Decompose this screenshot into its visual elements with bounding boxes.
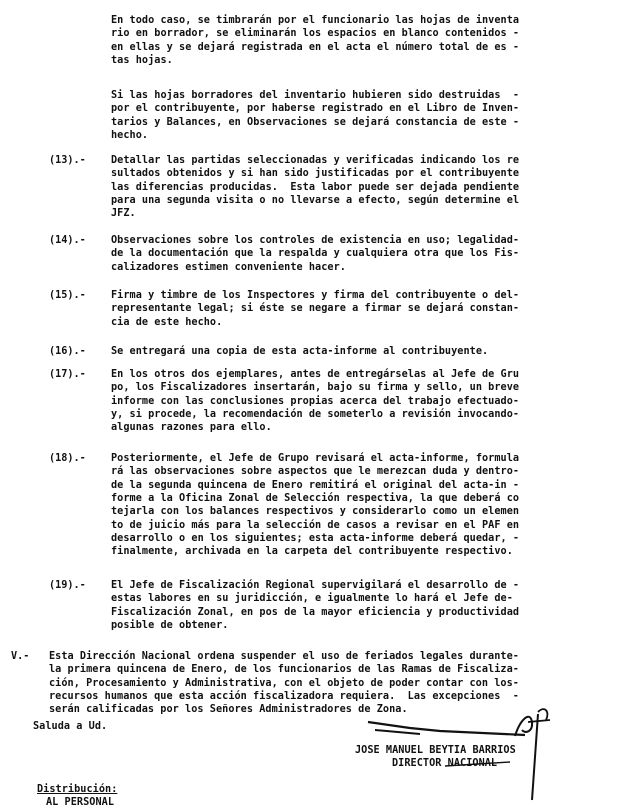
item-line: sultados obtenidos y si han sido justificadas por el contribuyente xyxy=(111,168,520,180)
paragraph-line: Si las hojas borradores del inventario hubieren sido destruidas - xyxy=(111,90,520,101)
item-line: Fiscalización Zonal, en pos de la mayor eficiencia y productividad xyxy=(111,606,520,618)
item-line: calizadores estimen conveniente hacer. xyxy=(111,261,346,273)
item-line: Se entregará una copia de esta acta-informe al contribuyente. xyxy=(111,346,489,357)
item-number: (17).- xyxy=(49,369,86,380)
paragraph-line: por el contribuyente, por haberse registrado en el Libro de Inven- xyxy=(111,103,520,115)
item-line: finalmente, archivada en la carpeta del contribuyente respectivo. xyxy=(111,546,513,558)
item-line: Firma y timbre de los Inspectores y firma del contribuyente o del- xyxy=(111,290,520,301)
signatory-name: JOSE MANUEL BEYTIA BARRIOS xyxy=(355,745,516,756)
item-line: Posteriormente, el Jefe de Grupo revisará el acta-informe, formula xyxy=(111,453,520,464)
item-line: cia de este hecho. xyxy=(111,316,223,328)
item-line: Observaciones sobre los controles de existencia en uso; legalidad- xyxy=(111,235,520,246)
distribution-recipient: AL PERSONAL xyxy=(46,797,115,808)
section-line: Esta Dirección Nacional ordena suspender el uso de feriados legales durante- xyxy=(49,651,519,662)
item-number: (18).- xyxy=(49,453,86,464)
signatory-title: DIRECTOR NACIONAL xyxy=(392,758,498,769)
item-line: representante legal; si éste se negare a firmar se dejará constan- xyxy=(111,303,520,315)
item-line: JFZ. xyxy=(111,208,136,220)
item-line: forme a la Oficina Zonal de Selección respectiva, la que deberá co xyxy=(111,492,520,504)
item-line: po, los Fiscalizadores insertarán, bajo su firma y sello, un breve xyxy=(111,382,520,394)
item-line: de la segunda quincena de Enero remitirá el original del acta-in - xyxy=(111,479,520,491)
paragraph-line: hecho. xyxy=(111,129,149,141)
section-number: V.- xyxy=(11,651,30,662)
item-line: para una segunda visita o no llevarse a efecto, según determine el xyxy=(111,194,520,206)
item-line: El Jefe de Fiscalización Regional supervigilará el desarrollo de - xyxy=(111,580,520,591)
section-line: ción, Procesamiento y Administrativa, con el objeto de poder contar con los- xyxy=(49,677,519,689)
item-number: (16).- xyxy=(49,346,86,357)
item-line: algunas razones para ello. xyxy=(111,422,272,434)
item-line: to de juicio más para la selección de casos a revisar en el PAF en xyxy=(111,519,520,531)
section-line: serán calificadas por los Señores Administradores de Zona. xyxy=(49,704,408,716)
closing-salutation: Saluda a Ud. xyxy=(33,721,108,732)
item-line: las diferencias producidas. Esta labor puede ser dejada pendiente xyxy=(111,181,520,193)
item-line: posible de obtener. xyxy=(111,619,229,631)
item-line: desarrollo o en los siguientes; esta acta-informe deberá quedar, - xyxy=(111,532,520,544)
paragraph-line: rio en borrador, se eliminarán los espacios en blanco contenidos - xyxy=(111,28,520,40)
paragraph-line: tarios y Balances, en Observaciones se dejará constancia de este - xyxy=(111,116,520,128)
handwritten-signature xyxy=(350,700,580,809)
item-line: En los otros dos ejemplares, antes de entregárselas al Jefe de Gru xyxy=(111,369,520,380)
item-line: y, si procede, la recomendación de someterlo a revisión invocando- xyxy=(111,408,520,420)
paragraph-line: tas hojas. xyxy=(111,54,173,66)
item-line: Detallar las partidas seleccionadas y verificadas indicando los re xyxy=(111,155,520,166)
section-line: recursos humanos que esta acción fiscalizadora requiera. Las excepciones - xyxy=(49,690,519,702)
item-line: rá las observaciones sobre aspectos que le merezcan duda y dentro- xyxy=(111,466,520,478)
item-number: (13).- xyxy=(49,155,86,166)
item-line: de la documentación que la respalda y cualquiera otra que los Fis- xyxy=(111,248,520,260)
item-number: (15).- xyxy=(49,290,86,301)
section-line: la primera quincena de Enero, de los funcionarios de las Ramas de Fiscaliza- xyxy=(49,664,519,676)
distribution-heading: Distribución: xyxy=(37,784,118,795)
item-number: (19).- xyxy=(49,580,86,591)
paragraph-line: En todo caso, se timbrarán por el funcionario las hojas de inventa xyxy=(111,15,520,26)
paragraph-line: en ellas y se dejará registrada en el acta el número total de es - xyxy=(111,41,520,53)
item-line: tejarla con los balances respectivos y considerarlo como un elemen xyxy=(111,506,520,518)
item-line: estas labores en su juridicción, e igualmente lo hará el Jefe de- xyxy=(111,593,513,605)
item-number: (14).- xyxy=(49,235,86,246)
item-line: informe con las conclusiones propias acerca del trabajo efectuado- xyxy=(111,395,520,407)
